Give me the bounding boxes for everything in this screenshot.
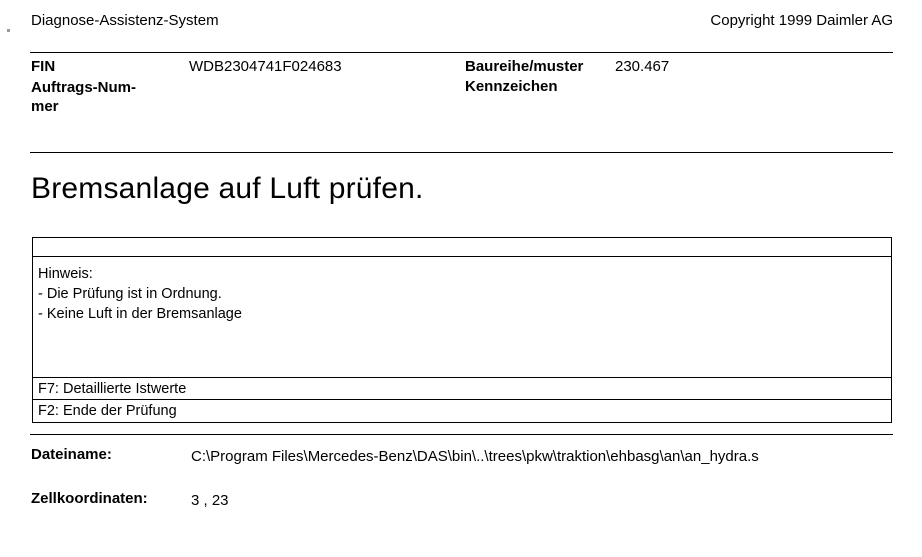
note-heading: Hinweis: <box>38 266 93 282</box>
copyright-notice: Copyright 1999 Daimler AG <box>710 12 893 29</box>
filename-label: Dateiname: <box>31 446 112 463</box>
panel-note-area <box>33 257 891 378</box>
cell-coordinates-value: 3 , 23 <box>191 492 229 509</box>
system-title: Diagnose-Assistenz-System <box>31 12 219 29</box>
fin-value: WDB2304741F024683 <box>189 58 342 75</box>
panel-top-strip <box>33 238 891 257</box>
result-panel <box>32 237 892 423</box>
order-number-label-line2: mer <box>31 98 59 115</box>
cell-coordinates-row <box>31 490 893 512</box>
function-key-f2[interactable]: F2: Ende der Prüfung <box>38 403 177 419</box>
filename-value: C:\Program Files\Mercedes-Benz\DAS\bin\..\trees\pkw\traktion\ehbasg\an\an_hydra.s <box>191 448 759 465</box>
plate-label: Kennzeichen <box>465 78 558 95</box>
order-number-label <box>31 78 181 116</box>
cell-coordinates-label: Zellkoordinaten: <box>31 490 148 507</box>
vehicle-info-block <box>31 58 893 138</box>
series-label: Baureihe/muster <box>465 58 584 75</box>
footer-fields <box>31 446 893 512</box>
page-header <box>31 12 893 29</box>
filename-row <box>31 446 893 468</box>
note-line-2: - Keine Luft in der Bremsanlage <box>38 306 242 322</box>
footer-divider <box>30 434 893 435</box>
page-title: Bremsanlage auf Luft prüfen. <box>31 172 424 205</box>
note-line-1: - Die Prüfung ist in Ordnung. <box>38 286 222 302</box>
order-number-label-line1: Auftrags-Num- <box>31 79 136 96</box>
fin-label: FIN <box>31 58 56 75</box>
scan-artifact <box>7 29 10 32</box>
function-key-f7[interactable]: F7: Detaillierte Istwerte <box>33 378 891 400</box>
header-divider <box>30 52 893 53</box>
series-value: 230.467 <box>615 58 670 75</box>
info-divider <box>30 152 893 153</box>
